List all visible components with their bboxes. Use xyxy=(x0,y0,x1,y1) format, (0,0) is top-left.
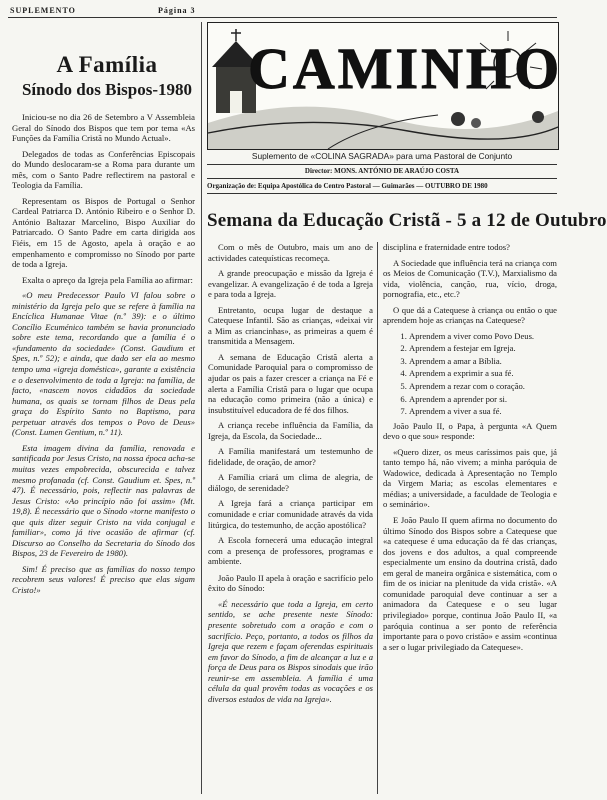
paragraph: A Família manifestará um testemunho de fidelidade, de oração, de amor? xyxy=(208,446,373,467)
article-subtitle: Sínodo dos Bispos-1980 xyxy=(21,80,193,99)
paragraph: A semana de Educação Cristã alerta a Comunidade Paroquial para o compromisso de ajudar os pais a fazer crescer a criança na Fé e alerta a Família Cristã para o lugar que ocupa na educação como primeira (não a única) e insubstituível educadora de fé dos filhos. xyxy=(208,351,373,415)
paragraph: João Paulo II, o Papa, à pergunta «A Quem devo o que sou» responde: xyxy=(383,420,557,442)
section-label: SUPLEMENTO xyxy=(10,6,76,15)
list-item: 7. Aprendem a viver a sua fé. xyxy=(409,406,557,417)
list-item: 4. Aprendem a exprimir a sua fé. xyxy=(409,368,557,379)
list-item: 1. Aprendem a viver como Povo Deus. xyxy=(409,331,557,342)
divider xyxy=(207,193,557,194)
list-item: 2. Aprendem a festejar em Igreja. xyxy=(409,343,557,354)
masthead-subtitle xyxy=(207,151,557,161)
quote-paragraph: Sim! É preciso que as famílias do nosso tempo recobrem seus valores! É preciso que elas sigam Cristo!» xyxy=(12,563,195,595)
main-article-col1 xyxy=(208,242,373,796)
column-divider xyxy=(377,242,378,794)
main-article-col2 xyxy=(383,242,557,796)
paragraph: Com o mês de Outubro, mais um ano de actividades catequísticas recomeça. xyxy=(208,242,373,263)
paragraph: A Sociedade que influência terá na criança com os Meios de Comunicação (T.V.), Marxialismo da vida, violência, canção, rua, vício, droga, pornografia, etc., etc.? xyxy=(383,257,557,300)
paragraph: A Família criará um clima de alegria, de diálogo, de serenidade? xyxy=(208,472,373,493)
column-divider xyxy=(201,22,202,794)
left-article-title xyxy=(12,52,202,78)
paragraph: Representam os Bispos de Portugal o Senhor Cardeal Patriarca D. António Ribeiro e o Senhor D. António Baltazar Marcelino, Bispo Auxiliar do Patriarcado. O Santo Padre em carta dirigida aos Fiéis, em 15 de Agosto, apela à oração e ao empenhamento e compromisso no Sínodo por parte de toda a Igreja. xyxy=(12,195,195,270)
divider xyxy=(207,178,557,179)
page-header xyxy=(8,3,557,18)
paragraph: A grande preocupação e missão da Igreja é evangelizar. A evangelização é de toda a Igreja e para toda a Igreja. xyxy=(208,268,373,300)
list-item: 3. Aprendem a amar a Bíblia. xyxy=(409,356,557,367)
paragraph: Iniciou-se no dia 26 de Setembro a V Assembleia Geral do Sínodo dos Bispos que tem por tema «As Funções da Família Cristã no Mundo Actual». xyxy=(12,112,195,144)
article-title: A Família xyxy=(56,52,158,77)
left-article-body xyxy=(12,112,195,796)
paragraph: A Escola fornecerá uma educação integral com a presença de professores, programas e ambiente. xyxy=(208,535,373,567)
paragraph: disciplina e fraternidade entre todos? xyxy=(383,242,510,252)
paragraph: Entretanto, ocupa lugar de destaque a Catequese Infantil. São as crianças, «deixai vir a Mim as criancinhas», as primeiras a quem é transmitida a Mensagem. xyxy=(208,304,373,347)
main-headline: Semana da Educação Cristã - 5 a 12 de Outubro xyxy=(207,210,607,231)
paragraph: A criança recebe influência da Família, da Igreja, da Escola, da Sociedade... xyxy=(208,420,373,441)
director-line: Director: MONS. ANTÓNIO DE ARAÚJO COSTA xyxy=(304,167,460,175)
organization-line: Organização de: Equipa Apostólica do Centro Pastoral — Guimarães — OUTUBRO DE 1980 xyxy=(207,182,488,190)
lesson-list xyxy=(383,331,557,417)
list-item: 5. Aprendem a rezar com o coração. xyxy=(409,381,557,392)
masthead-title: CAMINHO xyxy=(248,36,563,101)
list-item: 6. Aprendem a aprender por si. xyxy=(409,394,557,405)
paragraph: O que dá a Catequese à criança ou então o que aprendem hoje as crianças na Catequese? xyxy=(383,304,557,326)
paragraph: A Igreja fará a criança participar em comunidade e criar comunidade através da vida litúrgica, do testemunho, de acção apostólica? xyxy=(208,498,373,530)
divider xyxy=(207,164,557,165)
paragraph: Delegados de todas as Conferências Episcopais do Mundo deslocaram-se a Roma para durante um mês, com o Santo Padre reflectirem na pastoral e Teologia da Família. xyxy=(12,148,195,191)
quote-paragraph: «O meu Predecessor Paulo VI falou sobre o ministério da Igreja pelo que se refere à família na Encíclica Humanae Vitae (n.º 39): e o último Concílio Ecuménico também se havia pronunciado sobre este tema, recordando que a família é o «fundamento da sociedade» (Const. Gaudium et Spes, n.º 52); e ainda, que dado ser ela ao mesmo tempo uma «igreja doméstica», garante a existência e o desenvolvimento de toda a Igreja: na família, de facto, «nascem novos cidadãos da sociedade humana, os quais se tornam filhos de Deus pela graça do Espírito Santo no Baptismo, para perpetuar através dos tempos o Povo de Deus» (Const. Lumen Gentium, n.º 11). xyxy=(12,290,195,438)
paragraph: E João Paulo II quem afirma no documento do último Sínodo dos Bispos sobre a Catequese que «a catequese é uma educação da fé das crianças, dos jovens e dos adultos, a qual compreende especialmente um ensino da doutrina cristã, dado em geral de maneira orgânica e sistemática, com o fim de os iniciar na plenitude da vida cristã». «A comunidade paroquial deve continuar a ser a animadora da Catequese e o seu lugar privilegiado» porque, continua João Paulo II, «a paróquia continua a ser ponto de referência importante para o povo cristão» e assim «continua a ser o lugar privilegiado da Catequese». xyxy=(383,515,557,652)
paragraph: João Paulo II apela à oração e sacrifício pelo êxito do Sínodo: xyxy=(208,572,373,594)
paragraph: «Quero dizer, os meus caríssimos pais que, já tanto tempo há, não vivem; a minha paróquia de Wadowice, dedicada à Apresentação no Templo da Virgem Maria; as escolas elementares e médias; a universidade, a faculdade de Teologia e o seminário». xyxy=(383,446,557,510)
page-number: Página 3 xyxy=(158,6,196,15)
paragraph: Exalta o apreço da Igreja pela Família ao afirmar: xyxy=(22,274,193,285)
quote-paragraph: «É necessário que toda a Igreja, em certo sentido, se ache presente neste Sínodo: presente sobretudo com a oração e com o sacrifício. Peço, portanto, a todos os filhos da Igreja que rezem e façam oferendas espirituais em favor do Sínodo, a fim de alcançar a luz e a força de Deus para os Bispos sinodais que irão reunir-se em assembleia. A família é uma célula da qual provêm todas as vocações e os diversos estados de vida na Igreja». xyxy=(208,598,373,704)
masthead-banner xyxy=(207,22,563,150)
masthead-subtitle-text: Suplemento de «COLINA SAGRADA» para uma Pastoral de Conjunto xyxy=(251,151,513,161)
quote-paragraph: Esta imagem divina da família, renovada e santificada por Jesus Cristo, na nossa época acha-se muitas vezes empobrecida, obscurecida e talvez mesmo profanada (cf. Const. Gaudium et. Spes, n.º 47). É necessário, pois, reflectir nas palavras de Jesus Cristo: «Ao princípio não foi assim» (Mt. 19,8). É necessário que o Sínodo «torne manifesto o que quis dizer seguir Cristo na vida conjugal e familiar», como já tive ocasião de afirmar (cf. Discurso ao Conselho da Secretaria do Sínodo dos Bispos, 23 de Fevereiro de 1980). xyxy=(12,442,195,559)
